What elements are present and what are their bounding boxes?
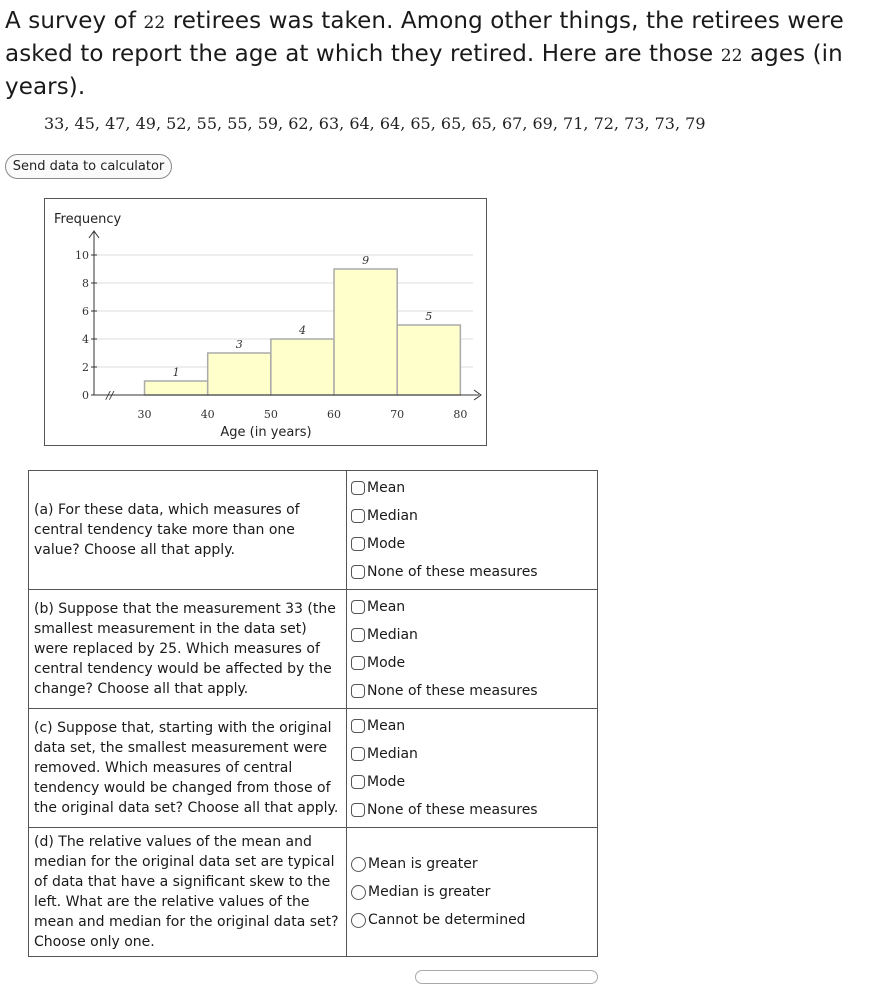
option-label: Mode <box>367 655 406 671</box>
option-a-mode[interactable] <box>351 530 593 558</box>
histogram-chart <box>44 198 487 446</box>
answer-options-a <box>347 471 598 590</box>
option-label: Mode <box>367 774 406 790</box>
questions-table <box>28 470 598 957</box>
option-b-mean[interactable] <box>351 593 593 621</box>
y-axis-title: Frequency <box>54 212 122 227</box>
data-values: 33, 45, 47, 49, 52, 55, 55, 59, 62, 63, 64, 64, 65, 65, 65, 67, 69, 71, 72, 73, 73, 79 <box>44 114 706 133</box>
option-c-mode[interactable] <box>351 768 593 796</box>
checkbox-b-mode[interactable] <box>351 656 365 670</box>
checkbox-b-mean[interactable] <box>351 600 365 614</box>
histogram-svg <box>45 199 488 447</box>
problem-intro <box>5 6 875 103</box>
intro-text-3: ages (in years). <box>5 41 843 100</box>
histogram-bar <box>145 381 208 395</box>
histogram-bar <box>334 269 397 395</box>
option-label: Mean <box>367 718 406 734</box>
histogram-bar <box>208 353 271 395</box>
option-label: Mean <box>367 480 406 496</box>
question-row-d <box>29 828 598 957</box>
x-tick-label: 70 <box>390 408 405 421</box>
checkbox-b-none-of-these-measures[interactable] <box>351 684 365 698</box>
option-label: Mean is greater <box>368 856 478 872</box>
retiree-count: 22 <box>143 13 166 33</box>
checkbox-a-none-of-these-measures[interactable] <box>351 565 365 579</box>
option-a-mean[interactable] <box>351 474 593 502</box>
bottom-button-edge[interactable] <box>415 970 598 984</box>
x-tick-label: 50 <box>263 408 278 421</box>
bar-data-label: 5 <box>425 310 433 323</box>
checkbox-a-mean[interactable] <box>351 481 365 495</box>
answer-options-d <box>347 828 598 957</box>
question-row-b <box>29 590 598 709</box>
axis-break-mark: // <box>106 389 114 402</box>
option-a-median[interactable] <box>351 502 593 530</box>
checkbox-c-mode[interactable] <box>351 775 365 789</box>
option-d-mean-is-greater[interactable] <box>351 850 593 878</box>
send-data-button[interactable]: Send data to calculator <box>5 154 172 179</box>
y-tick-label: 10 <box>75 249 89 262</box>
bar-data-label: 9 <box>362 254 370 267</box>
option-label: Mean <box>367 599 406 615</box>
x-axis-title: Age (in years) <box>220 425 312 440</box>
option-label: Median is greater <box>368 884 491 900</box>
histogram-bar <box>271 339 334 395</box>
option-c-mean[interactable] <box>351 712 593 740</box>
option-b-mode[interactable] <box>351 649 593 677</box>
question-row-c <box>29 709 598 828</box>
x-tick-label: 30 <box>137 408 152 421</box>
option-d-cannot-be-determined[interactable] <box>351 906 593 934</box>
y-tick-label: 4 <box>82 333 89 346</box>
option-a-none-of-these-measures[interactable] <box>351 558 593 586</box>
option-b-none-of-these-measures[interactable] <box>351 677 593 705</box>
option-label: None of these measures <box>367 802 538 818</box>
answer-options-c <box>347 709 598 828</box>
option-label: Cannot be determined <box>368 912 526 928</box>
bar-data-label: 4 <box>298 324 306 337</box>
option-label: Median <box>367 627 418 643</box>
checkbox-a-median[interactable] <box>351 509 365 523</box>
y-tick-label: 2 <box>82 361 89 374</box>
option-b-median[interactable] <box>351 621 593 649</box>
x-tick-label: 80 <box>453 408 468 421</box>
question-text-d: (d) The relative values of the mean and median for the original data set are typical of data that have a significant skew to the left. What are the relative values of the mean and median for the original data set? Choose only one. <box>29 828 347 957</box>
intro-text-1: A survey of <box>5 8 144 34</box>
histogram-bar <box>397 325 460 395</box>
radio-d-median-is-greater[interactable] <box>351 885 366 900</box>
option-d-median-is-greater[interactable] <box>351 878 593 906</box>
x-tick-label: 60 <box>327 408 342 421</box>
option-c-median[interactable] <box>351 740 593 768</box>
checkbox-c-none-of-these-measures[interactable] <box>351 803 365 817</box>
bar-data-label: 1 <box>172 366 180 379</box>
bar-data-label: 3 <box>235 338 243 351</box>
checkbox-a-mode[interactable] <box>351 537 365 551</box>
answer-options-b <box>347 590 598 709</box>
radio-d-cannot-be-determined[interactable] <box>351 913 366 928</box>
question-text-c: (c) Suppose that, starting with the original data set, the smallest measurement were removed. Which measures of central tendency would be changed from those of the original data set? Choose all that apply. <box>29 709 347 828</box>
option-c-none-of-these-measures[interactable] <box>351 796 593 824</box>
checkbox-c-median[interactable] <box>351 747 365 761</box>
question-row-a <box>29 471 598 590</box>
x-tick-label: 40 <box>200 408 215 421</box>
question-text-b: (b) Suppose that the measurement 33 (the smallest measurement in the data set) were replaced by 25. Which measures of central tendency would be affected by the change? Choose all that apply. <box>29 590 347 709</box>
option-label: Median <box>367 508 418 524</box>
intro-text-2: retirees was taken. Among other things, the retirees were asked to report the age at which they retired. Here are those <box>5 8 844 67</box>
question-text-a: (a) For these data, which measures of central tendency take more than one value? Choose all that apply. <box>29 471 347 590</box>
option-label: None of these measures <box>367 683 538 699</box>
retiree-count-2: 22 <box>720 46 743 66</box>
y-tick-label: 6 <box>82 305 89 318</box>
checkbox-b-median[interactable] <box>351 628 365 642</box>
checkbox-c-mean[interactable] <box>351 719 365 733</box>
y-tick-label: 0 <box>82 389 89 402</box>
option-label: None of these measures <box>367 564 538 580</box>
option-label: Mode <box>367 536 406 552</box>
y-tick-label: 8 <box>82 277 89 290</box>
option-label: Median <box>367 746 418 762</box>
radio-d-mean-is-greater[interactable] <box>351 857 366 872</box>
